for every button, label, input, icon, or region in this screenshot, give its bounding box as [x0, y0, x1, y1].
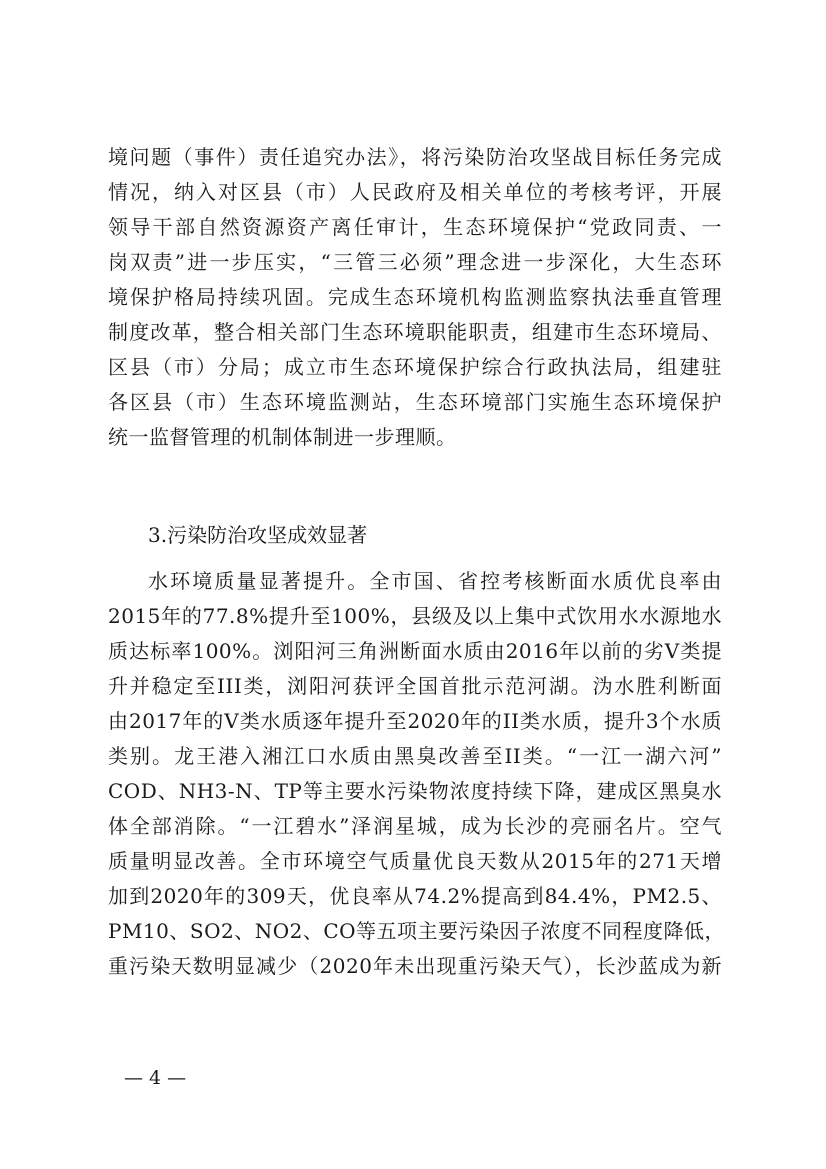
text-line: 各区县（市）生态环境监测站，生态环境部门实施生态环境保护: [108, 390, 722, 414]
text-line: 境保护格局持续巩固。完成生态环境机构监测监察执法垂直管理: [108, 285, 722, 309]
text-line: 由2017年的V类水质逐年提升至2020年的II类水质，提升3个水质: [108, 709, 722, 733]
page-number: — 4 —: [124, 1067, 187, 1089]
text-line: 情况，纳入对区县（市）人民政府及相关单位的考核考评，开展: [108, 180, 722, 204]
text-line: 区县（市）分局；成立市生态环境保护综合行政执法局，组建驻: [108, 355, 722, 379]
text-line: 体全部消除。“一江碧水”泽润星城，成为长沙的亮丽名片。空气: [108, 814, 722, 838]
text-line: 2015年的77.8%提升至100%，县级及以上集中式饮用水水源地水: [108, 604, 722, 628]
paragraph-1: [108, 140, 722, 455]
text-line: PM10、SO2、NO2、CO等五项主要污染因子浓度不同程度降低，: [108, 919, 726, 943]
text-line: 领导干部自然资源资产离任审计，生态环境保护“党政同责、一: [108, 215, 722, 239]
text-line: 统一监督管理的机制体制进一步理顺。: [108, 425, 457, 449]
text-line: 水环境质量显著提升。全市国、省控考核断面水质优良率由: [148, 569, 722, 593]
text-line: 制度改革，整合相关部门生态环境职能职责，组建市生态环境局、: [108, 320, 722, 344]
text-line: 质达标率100%。浏阳河三角洲断面水质由2016年以前的劣V类提: [108, 639, 722, 663]
text-line: 境问题（事件）责任追究办法》，将污染防治攻坚战目标任务完成: [108, 145, 722, 169]
section-heading: 3.污染防治攻坚成效显著: [148, 523, 368, 547]
text-line: 类别。龙王港入湘江口水质由黑臭改善至II类。“一江一湖六河”: [108, 744, 722, 768]
text-line: COD、NH3-N、TP等主要水污染物浓度持续下降，建成区黑臭水: [108, 779, 722, 803]
paragraph-2: [108, 564, 726, 984]
text-line: 升并稳定至III类，浏阳河获评全国首批示范河湖。沩水胜利断面: [108, 674, 722, 698]
text-line: 质量明显改善。全市环境空气质量优良天数从2015年的271天增: [108, 849, 722, 873]
text-line: 重污染天数明显减少（2020年未出现重污染天气），长沙蓝成为新: [108, 954, 722, 978]
text-line: 岗双责”进一步压实，“三管三必须”理念进一步深化，大生态环: [108, 250, 722, 274]
text-line: 加到2020年的309天，优良率从74.2%提高到84.4%，PM2.5、: [108, 884, 722, 908]
